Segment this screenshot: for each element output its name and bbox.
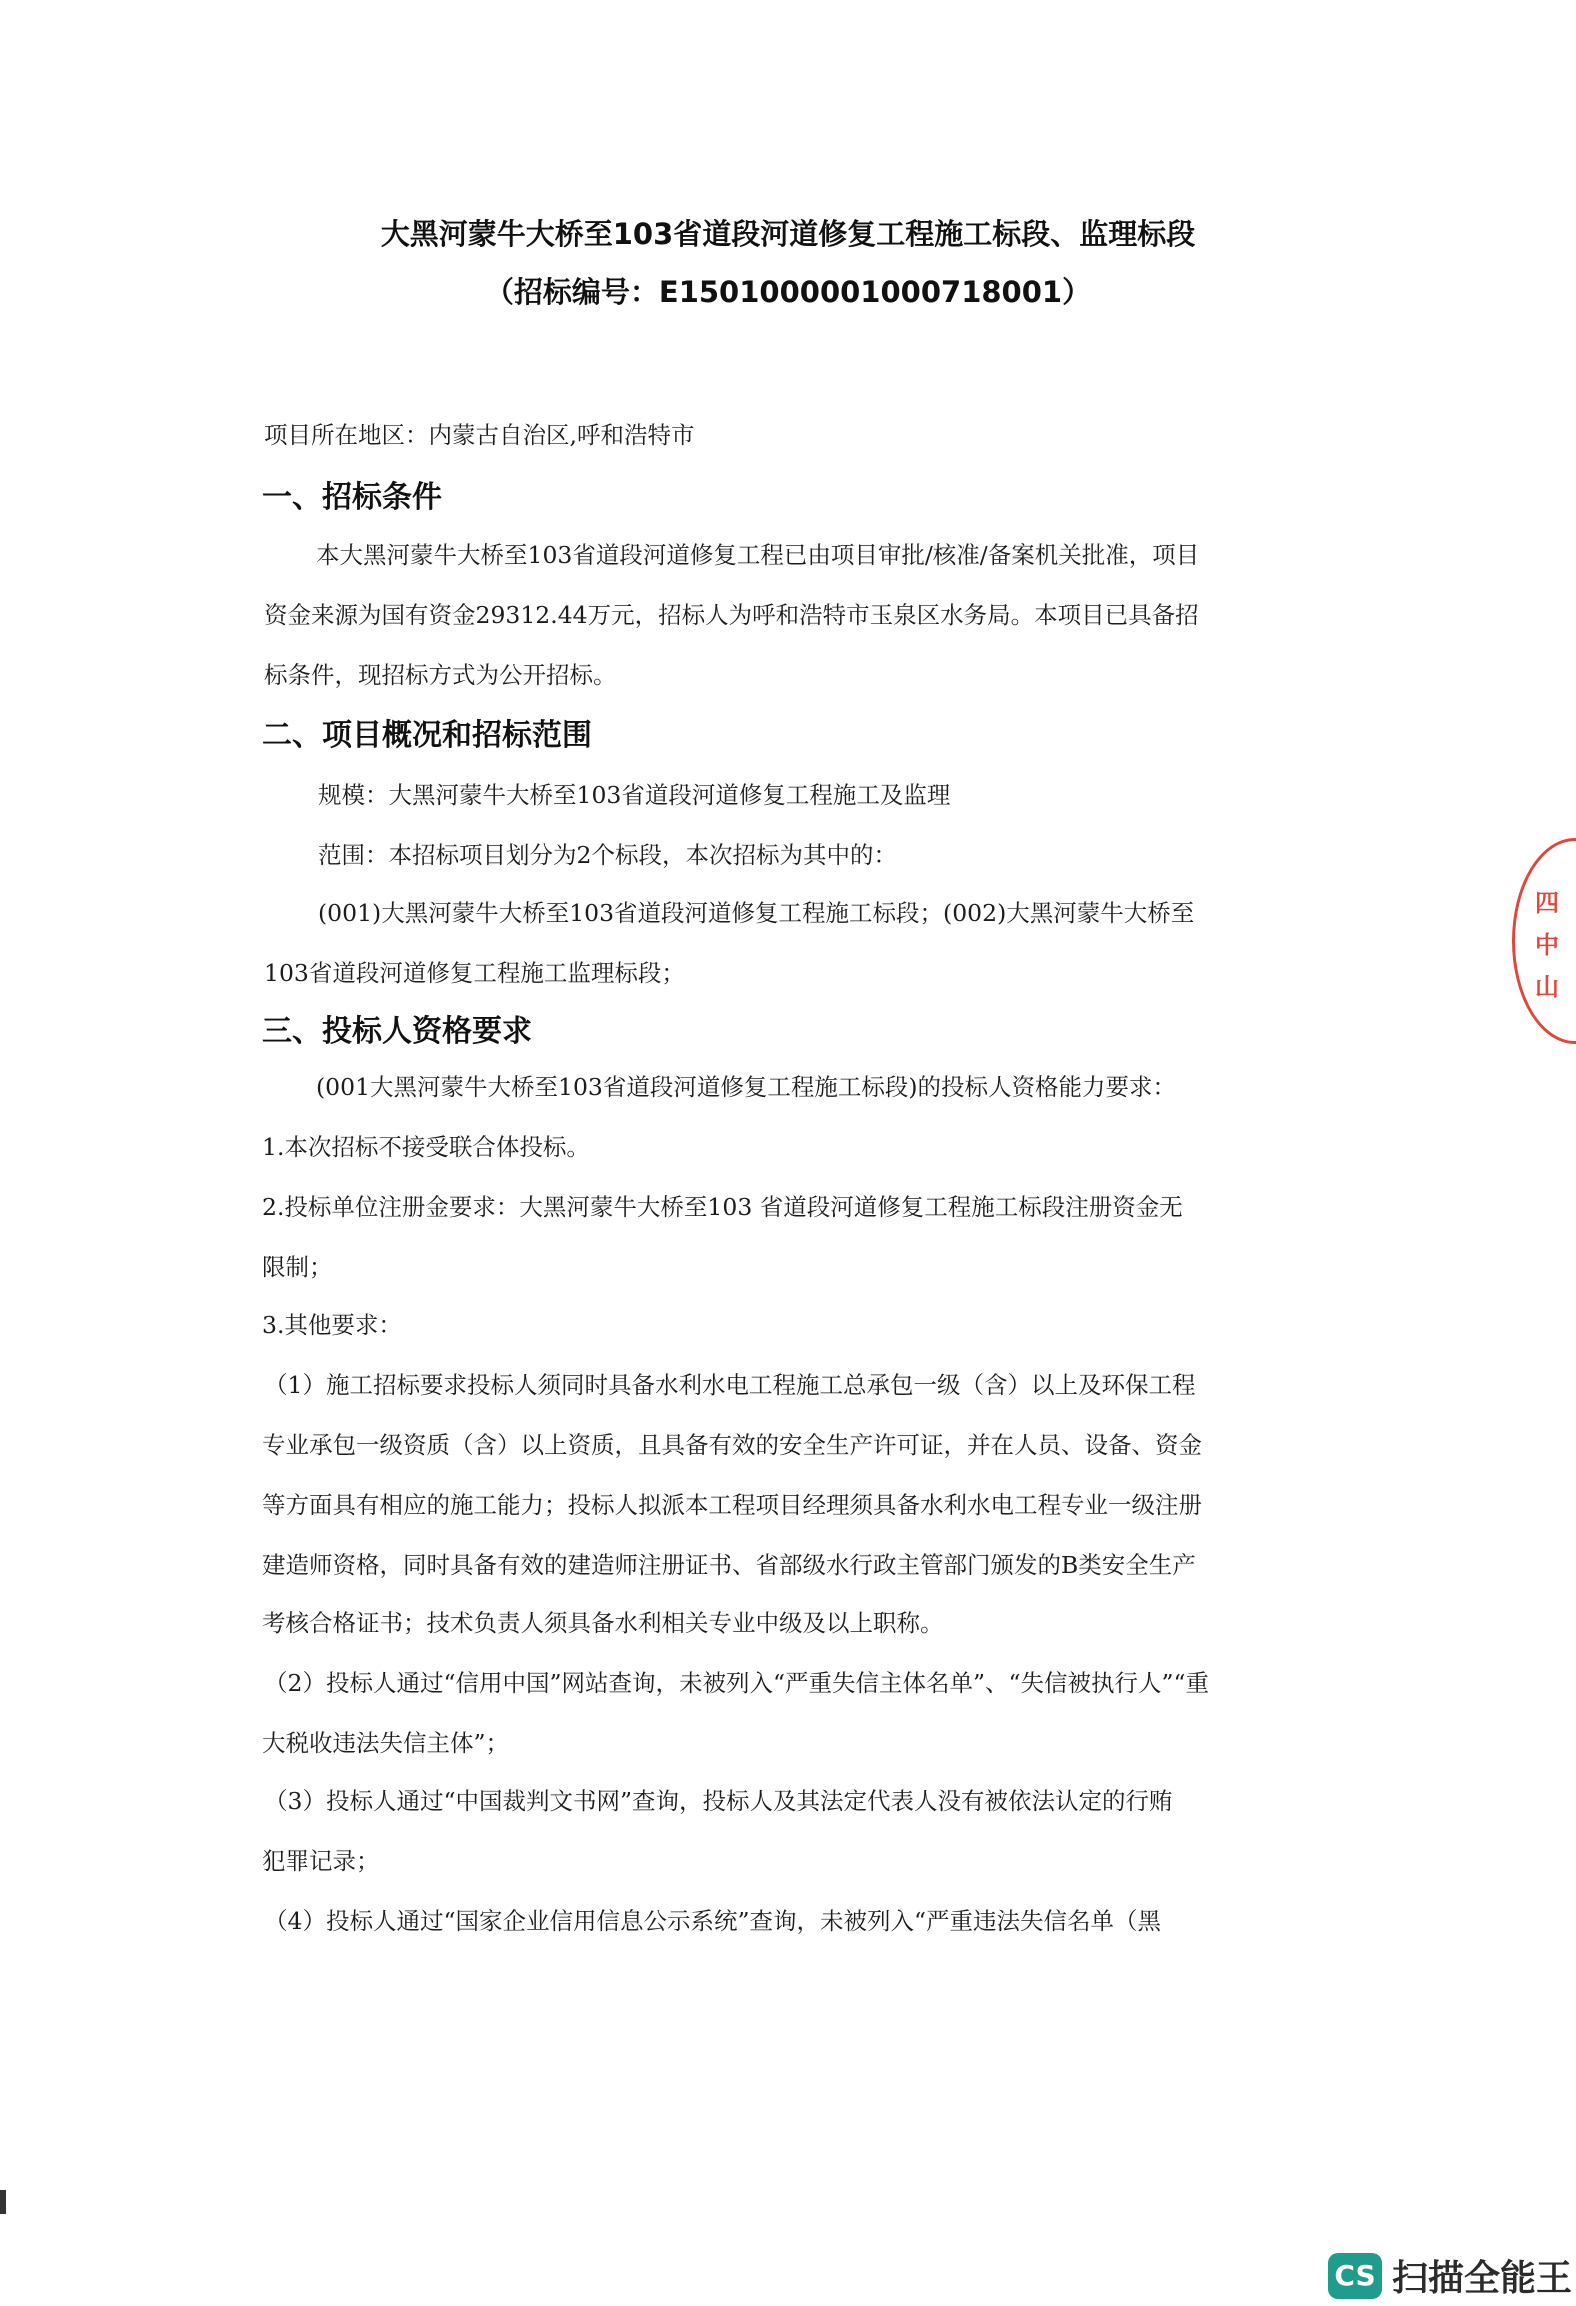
section2-line-2: 范围：本招标项目划分为2个标段，本次招标为其中的： bbox=[318, 841, 897, 869]
section3-line-12: 大税收违法失信主体”； bbox=[262, 1729, 510, 1757]
scanner-watermark bbox=[1328, 2250, 1572, 2301]
section1-heading: 一、招标条件 bbox=[262, 480, 442, 515]
section2-heading: 二、项目概况和招标范围 bbox=[262, 718, 592, 753]
section2-line-3: (001)大黑河蒙牛大桥至103省道段河道修复工程施工标段；(002)大黑河蒙牛大桥至 bbox=[318, 899, 1195, 927]
section3-line-6: （1）施工招标要求投标人须同时具备水利水电工程施工总承包一级（含）以上及环保工程 bbox=[264, 1371, 1196, 1399]
watermark-text: 扫描全能王 bbox=[1392, 2258, 1573, 2299]
section3-line-7: 专业承包一级资质（含）以上资质，且具备有效的安全生产许可证，并在人员、设备、资金 bbox=[262, 1431, 1202, 1459]
document-title: 大黑河蒙牛大桥至103省道段河道修复工程施工标段、监理标段 bbox=[380, 217, 1196, 251]
tender-number: （招标编号：E1501000001000718001） bbox=[484, 275, 1092, 309]
seal-char: 四 bbox=[1535, 888, 1559, 917]
seal-char: 中 bbox=[1535, 930, 1559, 959]
section3-line-10: 考核合格证书；技术负责人须具备水利相关专业中级及以上职称。 bbox=[262, 1609, 944, 1637]
camscanner-logo-icon: CS bbox=[1328, 2253, 1382, 2299]
scan-artifact bbox=[0, 2190, 6, 2214]
section3-heading: 三、投标人资格要求 bbox=[262, 1014, 532, 1049]
project-location: 项目所在地区：内蒙古自治区,呼和浩特市 bbox=[264, 421, 695, 449]
section3-line-13: （3）投标人通过“中国裁判文书网”查询，投标人及其法定代表人没有被依法认定的行贿 bbox=[264, 1787, 1173, 1815]
section2-line-4: 103省道段河道修复工程施工监理标段； bbox=[264, 959, 685, 987]
section3-line-3: 2.投标单位注册金要求：大黑河蒙牛大桥至103 省道段河道修复工程施工标段注册资金无 bbox=[262, 1193, 1183, 1221]
section3-line-9: 建造师资格，同时具备有效的建造师注册证书、省部级水行政主管部门颁发的B类安全生产 bbox=[262, 1551, 1196, 1579]
section3-line-4: 限制； bbox=[262, 1253, 333, 1281]
section3-line-8: 等方面具有相应的施工能力；投标人拟派本工程项目经理须具备水利水电工程专业一级注册 bbox=[262, 1491, 1202, 1519]
section3-line-2: 1.本次招标不接受联合体投标。 bbox=[262, 1133, 590, 1161]
section3-line-15: （4）投标人通过“国家企业信用信息公示系统”查询，未被列入“严重违法失信名单（黑 bbox=[264, 1907, 1161, 1935]
section1-line-3: 标条件，现招标方式为公开招标。 bbox=[264, 661, 617, 689]
section3-line-14: 犯罪记录； bbox=[262, 1847, 380, 1875]
seal-char: 山 bbox=[1535, 972, 1559, 1001]
section2-line-1: 规模：大黑河蒙牛大桥至103省道段河道修复工程施工及监理 bbox=[318, 781, 951, 809]
section3-line-11: （2）投标人通过“信用中国”网站查询，未被列入“严重失信主体名单”、“失信被执行人”“重 bbox=[264, 1669, 1210, 1697]
section1-line-1: 本大黑河蒙牛大桥至103省道段河道修复工程已由项目审批/核准/备案机关批准，项目 bbox=[316, 541, 1200, 569]
official-seal bbox=[1512, 838, 1576, 1044]
section1-line-2: 资金来源为国有资金29312.44万元，招标人为呼和浩特市玉泉区水务局。本项目已具备招 bbox=[264, 601, 1199, 629]
section3-line-1: (001大黑河蒙牛大桥至103省道段河道修复工程施工标段)的投标人资格能力要求： bbox=[316, 1073, 1177, 1101]
section3-line-5: 3.其他要求： bbox=[262, 1311, 402, 1339]
